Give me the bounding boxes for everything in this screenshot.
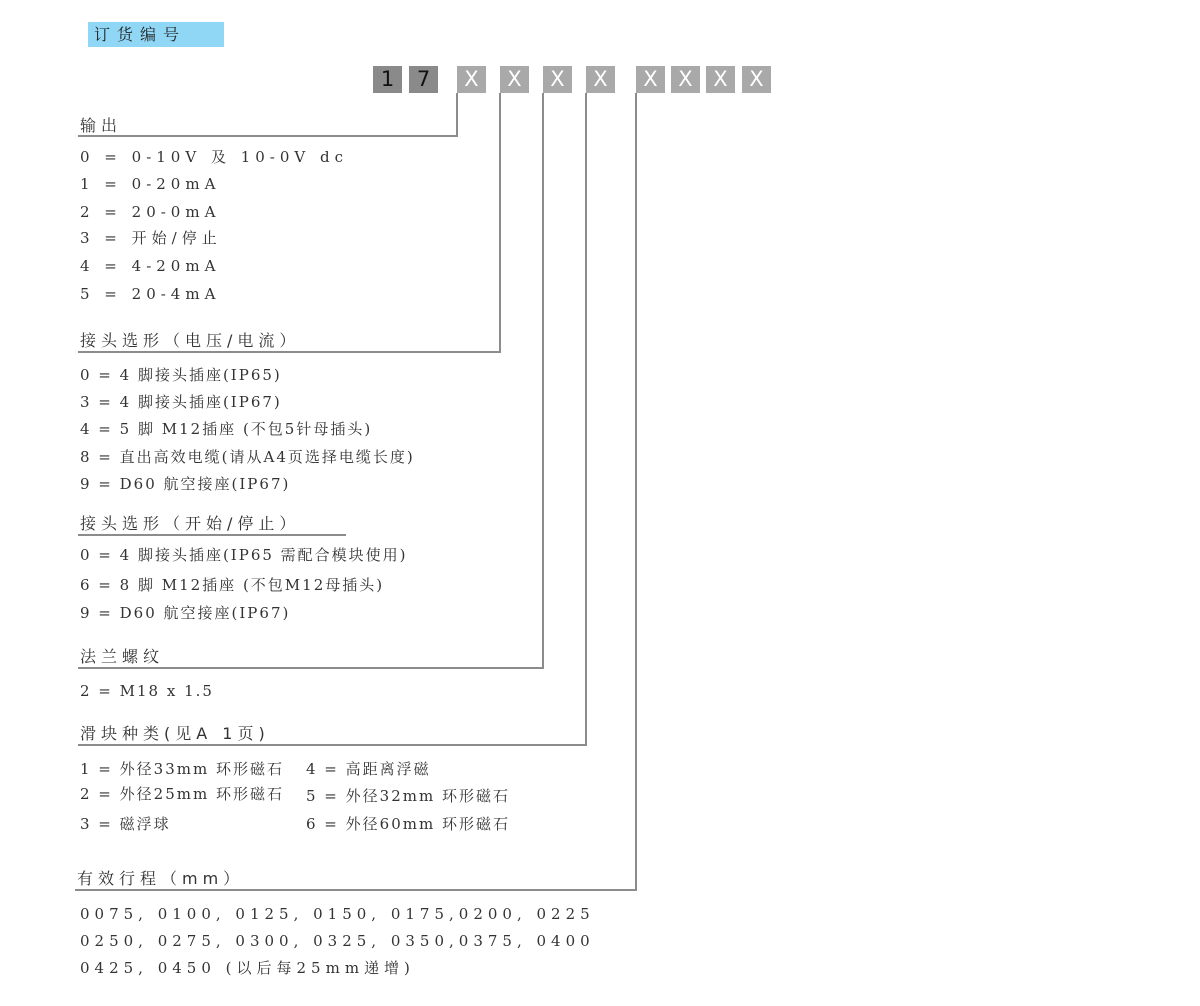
line-output-horizontal	[78, 135, 458, 137]
output-item: 2 = 20-0mA	[80, 203, 221, 221]
line-connector-vertical	[499, 93, 501, 353]
output-item: 5 = 20-4mA	[80, 285, 221, 303]
line-slider-vertical	[585, 93, 587, 746]
slider-item: 1 = 外径33mm 环形磁石	[80, 760, 284, 778]
code-x-stroke-2: X	[671, 66, 700, 93]
line-output-vertical	[456, 93, 458, 137]
line-flange-vertical	[542, 93, 544, 669]
slider-item: 6 = 外径60mm 环形磁石	[306, 815, 510, 833]
code-x-stroke-1: X	[636, 66, 665, 93]
connector-va-item: 3 = 4 脚接头插座(IP67)	[80, 393, 282, 411]
line-stroke-horizontal	[75, 889, 637, 891]
connector-ss-item: 0 = 4 脚接头插座(IP65 需配合模块使用)	[80, 546, 408, 564]
output-item: 0 = 0-10V 及 10-0V dc	[80, 148, 349, 166]
connector-ss-item: 9 = D60 航空接座(IP67)	[80, 604, 291, 622]
code-digit-1: 1	[373, 66, 402, 93]
order-code-title: 订货编号	[88, 22, 224, 47]
connector-va-heading: 接头选形（电压/电流）	[80, 331, 301, 350]
slider-item: 4 = 高距离浮磁	[306, 760, 431, 778]
code-x-output: X	[457, 66, 486, 93]
stroke-line: 0250, 0275, 0300, 0325, 0350,0375, 0400	[80, 932, 595, 950]
code-x-connector: X	[500, 66, 529, 93]
line-flange-horizontal	[78, 667, 544, 669]
output-item: 1 = 0-20mA	[80, 175, 221, 193]
stroke-line: 0425, 0450 (以后每25mm递增)	[80, 959, 415, 977]
line-connector-horizontal	[78, 351, 501, 353]
connector-va-item: 9 = D60 航空接座(IP67)	[80, 475, 291, 493]
line-slider-horizontal	[78, 744, 587, 746]
output-heading: 输出	[80, 116, 123, 135]
slider-heading: 滑块种类(见A 1页)	[80, 724, 270, 743]
connector-va-item: 0 = 4 脚接头插座(IP65)	[80, 366, 282, 384]
slider-item: 3 = 磁浮球	[80, 815, 171, 833]
flange-heading: 法兰螺纹	[80, 647, 165, 666]
slider-item: 2 = 外径25mm 环形磁石	[80, 785, 284, 803]
connector-ss-item: 6 = 8 脚 M12插座 (不包M12母插头)	[80, 576, 385, 594]
connector-va-item: 4 = 5 脚 M12插座 (不包5针母插头)	[80, 420, 373, 438]
connector-ss-heading: 接头选形（开始/停止）	[80, 514, 301, 533]
code-x-flange: X	[543, 66, 572, 93]
stroke-line: 0075, 0100, 0125, 0150, 0175,0200, 0225	[80, 905, 595, 923]
stroke-heading: 有效行程（mm）	[77, 869, 245, 888]
code-x-stroke-3: X	[706, 66, 735, 93]
code-x-stroke-4: X	[742, 66, 771, 93]
output-item: 4 = 4-20mA	[80, 257, 221, 275]
line-stroke-vertical	[635, 93, 637, 891]
slider-item: 5 = 外径32mm 环形磁石	[306, 787, 510, 805]
code-digit-7: 7	[409, 66, 438, 93]
line-connector-ss-underline	[78, 534, 346, 536]
code-x-slider: X	[586, 66, 615, 93]
connector-va-item: 8 = 直出高效电缆(请从A4页选择电缆长度)	[80, 448, 415, 466]
output-item: 3 = 开始/停止	[80, 229, 222, 247]
flange-item: 2 = M18 x 1.5	[80, 682, 214, 700]
